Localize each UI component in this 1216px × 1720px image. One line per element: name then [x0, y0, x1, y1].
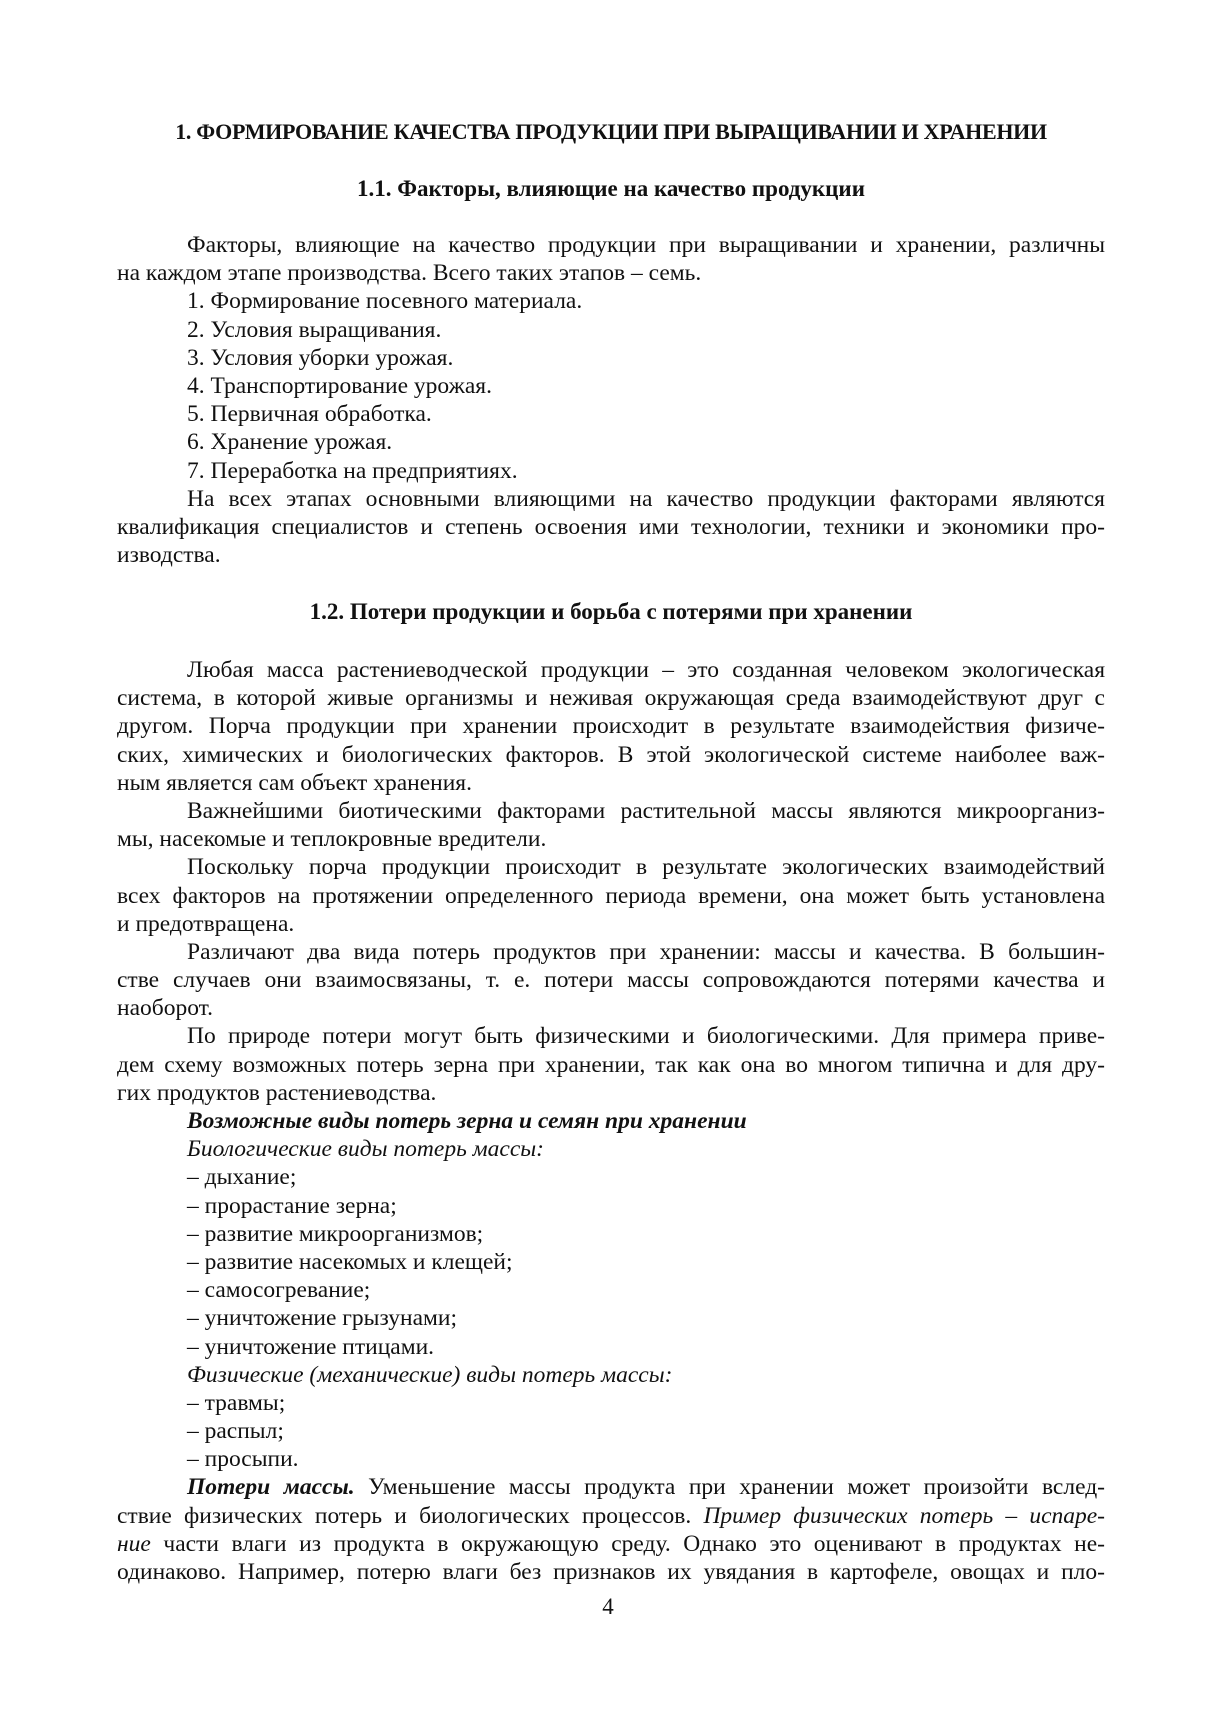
emphasized-text: ние — [117, 1530, 151, 1557]
text-run: 4. Транспортирование урожая. — [187, 372, 492, 399]
text-line — [117, 1304, 1105, 1332]
text-run: Любая масса растениеводческой продукции – это созданная человеком экологическая — [187, 657, 1105, 683]
text-run: всех факторов на протяжении определенного периода времени, она может быть установлена — [117, 882, 1105, 909]
text-line — [117, 1502, 1105, 1530]
text-line — [117, 1022, 1105, 1050]
text-run: 2. Условия выращивания. — [187, 316, 442, 343]
text-line — [117, 1558, 1105, 1586]
text-run: дем схему возможных потерь зерна при хранении, так как она во многом типична и для дру- — [117, 1051, 1105, 1078]
text-line — [117, 769, 1105, 797]
text-run: Факторы, влияющие на качество продукции при выращивании и хранении, различны — [187, 232, 1105, 258]
text-run: Различают два вида потерь продуктов при хранении: массы и качества. В большин- — [187, 938, 1105, 965]
text-line — [117, 231, 1105, 259]
text-line — [117, 966, 1105, 994]
text-line — [117, 1079, 1105, 1107]
section-body-1-2 — [117, 656, 1105, 1586]
text-run: По природе потери могут быть физическими и биологическими. Для примера приве- — [187, 1023, 1105, 1050]
text-run: изводства. — [117, 542, 221, 569]
section-heading-1-2: 1.2. Потери продукции и борьба с потерями при хранении — [309, 599, 913, 624]
text-line — [117, 1361, 1105, 1389]
text-line — [117, 485, 1105, 513]
emphasized-text: Пример физических потерь – испаре- — [703, 1502, 1105, 1529]
text-run: квалификация специалистов и степень освоения ими технологии, техники и экономики про- — [117, 513, 1105, 540]
text-run: – уничтожение грызунами; — [187, 1305, 457, 1332]
text-run: система, в которой живые организмы и неживая окружающая среда взаимодействуют друг с — [117, 685, 1105, 712]
text-run: 6. Хранение урожая. — [187, 429, 393, 456]
text-run: 7. Переработка на предприятиях. — [187, 457, 518, 484]
text-run: части влаги из продукта в окружающую среду. Однако это оценивают в продуктах не- — [150, 1530, 1105, 1557]
text-line — [117, 400, 1105, 428]
emphasized-text: Биологические виды потерь массы: — [187, 1136, 544, 1163]
text-run: на каждом этапе производства. Всего таких этапов – семь. — [117, 260, 702, 287]
text-line — [117, 1417, 1105, 1445]
text-run: – прорастание зерна; — [187, 1192, 397, 1219]
text-line — [117, 1473, 1105, 1501]
text-line — [117, 712, 1105, 740]
text-run: другом. Порча продукции при хранении происходит в результате взаимодействия физиче- — [117, 713, 1105, 740]
emphasized-text: Потери массы. — [187, 1474, 355, 1501]
text-line — [117, 741, 1105, 769]
text-run: – развитие микроорганизмов; — [187, 1220, 484, 1247]
text-line — [117, 1163, 1105, 1191]
text-line — [117, 1389, 1105, 1417]
text-line — [117, 428, 1105, 456]
text-run: мы, насекомые и теплокровные вредители. — [117, 826, 547, 853]
text-line — [117, 344, 1105, 372]
text-run: 1. Формирование посевного материала. — [187, 288, 583, 315]
text-run: ствие физических потерь и биологических процессов. — [117, 1502, 704, 1529]
text-line — [117, 1530, 1105, 1558]
emphasized-text: Возможные виды потерь зерна и семян при хранении — [187, 1108, 747, 1134]
text-line — [117, 994, 1105, 1022]
text-run: – распыл; — [187, 1418, 284, 1445]
text-line — [117, 513, 1105, 541]
text-line — [117, 825, 1105, 853]
text-line — [117, 910, 1105, 938]
text-line — [117, 882, 1105, 910]
text-run: – развитие насекомых и клещей; — [187, 1248, 513, 1275]
text-line — [117, 656, 1105, 684]
text-line — [117, 1220, 1105, 1248]
text-line — [117, 684, 1105, 712]
text-line — [117, 1051, 1105, 1079]
section-body-1-1 — [117, 231, 1105, 569]
text-run: стве случаев они взаимосвязаны, т. е. потери массы сопровождаются потерями качества и — [117, 967, 1105, 994]
text-run: и предотвращена. — [117, 910, 295, 937]
text-line — [117, 541, 1105, 569]
text-line — [117, 1445, 1105, 1473]
text-line — [117, 259, 1105, 287]
text-run: – травмы; — [187, 1389, 286, 1416]
text-line — [117, 372, 1105, 400]
text-run: – просыпи. — [187, 1446, 299, 1473]
section-heading-1-1: 1.1. Факторы, влияющие на качество продукции — [357, 176, 865, 201]
page-number: 4 — [602, 1594, 614, 1619]
text-line — [117, 1333, 1105, 1361]
text-run: – самосогревание; — [187, 1277, 371, 1304]
text-run: Уменьшение массы продукта при хранении может произойти вслед- — [354, 1474, 1105, 1501]
text-line — [117, 1192, 1105, 1220]
text-line — [117, 1107, 1105, 1135]
emphasized-text: Физические (механические) виды потерь массы: — [187, 1361, 673, 1388]
text-run: Поскольку порча продукции происходит в результате экологических взаимодействий — [187, 854, 1105, 881]
text-run: одинаково. Например, потерю влаги без признаков их увядания в картофеле, овощах и пло- — [117, 1559, 1105, 1585]
text-line — [117, 797, 1105, 825]
text-run: наоборот. — [117, 995, 214, 1022]
text-line — [117, 1135, 1105, 1163]
text-run: 3. Условия уборки урожая. — [187, 344, 454, 371]
text-run: 5. Первичная обработка. — [187, 401, 432, 428]
text-line — [117, 1276, 1105, 1304]
chapter-title: 1. ФОРМИРОВАНИЕ КАЧЕСТВА ПРОДУКЦИИ ПРИ ВЫРАЩИВАНИИ И ХРАНЕНИИ — [175, 119, 1047, 144]
text-line — [117, 316, 1105, 344]
text-line — [117, 1248, 1105, 1276]
text-run: гих продуктов растениеводства. — [117, 1079, 437, 1106]
text-line — [117, 853, 1105, 881]
text-run: На всех этапах основными влияющими на качество продукции факторами являются — [187, 485, 1105, 512]
text-line — [117, 457, 1105, 485]
text-run: ских, химических и биологических факторов. В этой экологической системе наиболее важ- — [117, 741, 1105, 768]
text-line — [117, 287, 1105, 315]
text-run: – дыхание; — [187, 1164, 297, 1191]
text-run: ным является сам объект хранения. — [117, 769, 472, 796]
text-run: – уничтожение птицами. — [187, 1333, 435, 1360]
text-run: Важнейшими биотическими факторами растительной массы являются микроорганиз- — [187, 797, 1105, 824]
text-line — [117, 938, 1105, 966]
